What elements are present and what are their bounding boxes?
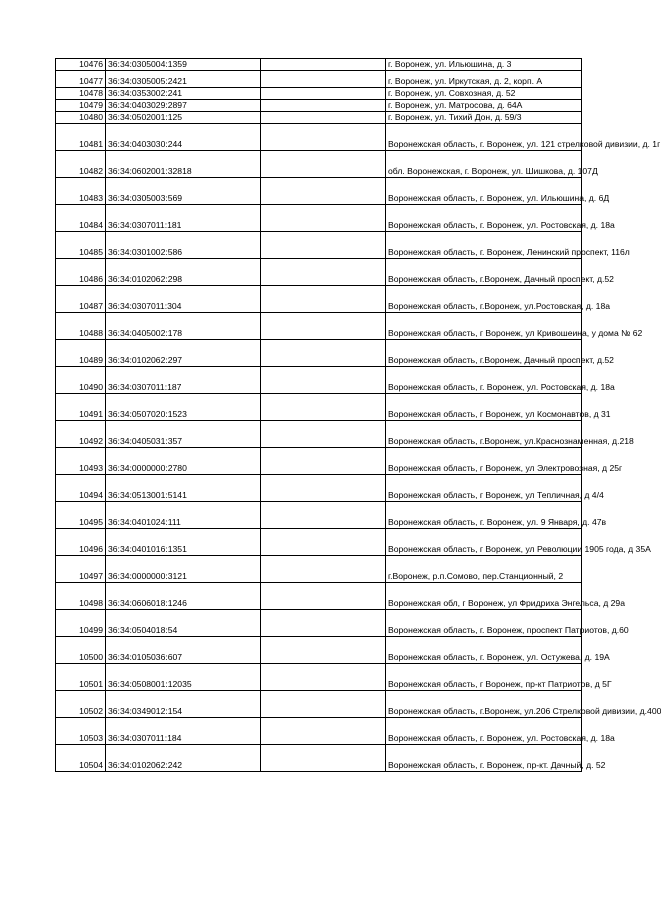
row-number-cell: 10489 [56,340,106,367]
table-row [56,475,582,502]
cadastral-number-cell: 36:34:0401016:1351 [106,529,261,556]
empty-cell [261,394,386,421]
row-number-cell: 10494 [56,475,106,502]
row-number-cell: 10499 [56,610,106,637]
row-number-cell: 10496 [56,529,106,556]
table-row [56,367,582,394]
cadastral-number-cell: 36:34:0102062:242 [106,745,261,772]
row-number-cell: 10500 [56,637,106,664]
table-row [56,313,582,340]
row-number-cell: 10495 [56,502,106,529]
row-number-cell: 10478 [56,88,106,100]
address-cell: Воронежская область, г.Воронеж, ул.Ростовская, д. 18а [386,286,582,313]
address-cell: Воронежская область, г. Воронеж, ул. Ростовская, д. 18а [386,718,582,745]
row-number-cell: 10477 [56,71,106,88]
table-row [56,286,582,313]
address-cell: г. Воронеж, ул. Матросова, д. 64А [386,100,582,112]
cadastral-number-cell: 36:34:0307011:304 [106,286,261,313]
row-number-cell: 10504 [56,745,106,772]
address-cell: Воронежская область, г Воронеж, пр-кт Патриотов, д 5Г [386,664,582,691]
empty-cell [261,178,386,205]
address-cell: Воронежская область, г Воронеж, ул Революции 1905 года, д 35А [386,529,582,556]
cadastral-number-cell: 36:34:0307011:184 [106,718,261,745]
empty-cell [261,637,386,664]
empty-cell [261,718,386,745]
address-cell: г. Воронеж, ул. Ильюшина, д. 3 [386,59,582,71]
row-number-cell: 10483 [56,178,106,205]
empty-cell [261,112,386,124]
table-row [56,421,582,448]
table-row [56,610,582,637]
address-cell: г. Воронеж, ул. Совхозная, д. 52 [386,88,582,100]
address-cell: Воронежская обл, г Воронеж, ул Фридриха Энгельса, д 29а [386,583,582,610]
table-row [56,529,582,556]
row-number-cell: 10486 [56,259,106,286]
empty-cell [261,313,386,340]
empty-cell [261,151,386,178]
row-number-cell: 10491 [56,394,106,421]
address-cell: обл. Воронежская, г. Воронеж, ул. Шишкова, д. 107Д [386,151,582,178]
table-row [56,502,582,529]
empty-cell [261,421,386,448]
empty-cell [261,556,386,583]
row-number-cell: 10498 [56,583,106,610]
address-cell: Воронежская область, г. Воронеж, ул. 121 стрелковой дивизии, д. 1г [386,124,582,151]
table-row [56,556,582,583]
address-cell: Воронежская область, г Воронеж, ул Кривошеина, у дома № 62 [386,313,582,340]
cadastral-number-cell: 36:34:0305003:569 [106,178,261,205]
empty-cell [261,475,386,502]
empty-cell [261,340,386,367]
cadastral-number-cell: 36:34:0403029:2897 [106,100,261,112]
row-number-cell: 10501 [56,664,106,691]
address-cell: Воронежская область, г Воронеж, ул Электровозная, д 25г [386,448,582,475]
table-row [56,205,582,232]
empty-cell [261,286,386,313]
table-row [56,394,582,421]
row-number-cell: 10503 [56,718,106,745]
row-number-cell: 10476 [56,59,106,71]
address-cell: Воронежская область, г.Воронеж, ул.206 Стрелковой дивизии, д.400 [386,691,582,718]
address-cell: Воронежская область, г.Воронеж, ул.Краснознаменная, д.218 [386,421,582,448]
cadastral-number-cell: 36:34:0405002:178 [106,313,261,340]
table-row [56,124,582,151]
cadastral-number-cell: 36:34:0353002:241 [106,88,261,100]
table-row [56,745,582,772]
address-cell: Воронежская область, г. Воронеж, ул. Ростовская, д. 18а [386,367,582,394]
empty-cell [261,745,386,772]
cadastral-number-cell: 36:34:0307011:181 [106,205,261,232]
table-row [56,583,582,610]
cadastral-number-cell: 36:34:0606018:1246 [106,583,261,610]
empty-cell [261,583,386,610]
address-cell: Воронежская область, г. Воронеж, проспект Патриотов, д.60 [386,610,582,637]
row-number-cell: 10487 [56,286,106,313]
cadastral-number-cell: 36:34:0305005:2421 [106,71,261,88]
table-row [56,59,582,71]
row-number-cell: 10492 [56,421,106,448]
address-cell: г. Воронеж, ул. Иркутская, д. 2, корп. А [386,71,582,88]
cadastral-number-cell: 36:34:0405031:357 [106,421,261,448]
address-cell: Воронежская область, г Воронеж, ул Космонавтов, д 31 [386,394,582,421]
row-number-cell: 10482 [56,151,106,178]
row-number-cell: 10502 [56,691,106,718]
cadastral-number-cell: 36:34:0508001:12035 [106,664,261,691]
row-number-cell: 10485 [56,232,106,259]
table-row [56,71,582,88]
address-cell: Воронежская область, г Воронеж, ул Тепличная, д 4/4 [386,475,582,502]
address-cell: Воронежская область, г. Воронеж, Ленинский проспект, 116л [386,232,582,259]
row-number-cell: 10497 [56,556,106,583]
cadastral-number-cell: 36:34:0502001:125 [106,112,261,124]
empty-cell [261,88,386,100]
row-number-cell: 10490 [56,367,106,394]
table-row [56,151,582,178]
table-row [56,448,582,475]
address-cell: Воронежская область, г. Воронеж, ул. Ильюшина, д. 6Д [386,178,582,205]
table-row [56,88,582,100]
cadastral-number-cell: 36:34:0105036:607 [106,637,261,664]
empty-cell [261,205,386,232]
empty-cell [261,71,386,88]
empty-cell [261,367,386,394]
empty-cell [261,448,386,475]
address-cell: Воронежская область, г.Воронеж, Дачный проспект, д.52 [386,340,582,367]
cadastral-number-cell: 36:34:0000000:3121 [106,556,261,583]
address-cell: г.Воронеж, р.п.Сомово, пер.Станционный, 2 [386,556,582,583]
empty-cell [261,232,386,259]
empty-cell [261,529,386,556]
cadastral-number-cell: 36:34:0349012:154 [106,691,261,718]
table-row [56,637,582,664]
cadastral-number-cell: 36:34:0305004:1359 [106,59,261,71]
register-table-body [56,59,661,772]
row-number-cell: 10488 [56,313,106,340]
row-number-cell: 10493 [56,448,106,475]
empty-cell [261,259,386,286]
address-cell: г. Воронеж, ул. Тихий Дон, д. 59/3 [386,112,582,124]
empty-cell [261,502,386,529]
cadastral-number-cell: 36:34:0403030:244 [106,124,261,151]
cadastral-number-cell: 36:34:0504018:54 [106,610,261,637]
cadastral-number-cell: 36:34:0307011:187 [106,367,261,394]
table-row [56,112,582,124]
empty-cell [261,100,386,112]
address-cell: Воронежская область, г.Воронеж, Дачный проспект, д.52 [386,259,582,286]
table-row [56,664,582,691]
row-number-cell: 10484 [56,205,106,232]
empty-cell [261,59,386,71]
empty-cell [261,691,386,718]
table-row [56,691,582,718]
table-row [56,232,582,259]
cadastral-number-cell: 36:34:0000000:2780 [106,448,261,475]
row-number-cell: 10480 [56,112,106,124]
cadastral-number-cell: 36:34:0507020:1523 [106,394,261,421]
address-cell: Воронежская область, г. Воронеж, ул. Остужева, д. 19А [386,637,582,664]
register-table [55,58,661,772]
empty-cell [261,124,386,151]
cadastral-number-cell: 36:34:0602001:32818 [106,151,261,178]
table-row [56,178,582,205]
table-row [56,259,582,286]
cadastral-number-cell: 36:34:0102062:297 [106,340,261,367]
empty-cell [261,610,386,637]
table-row [56,340,582,367]
address-cell: Воронежская область, г. Воронеж, ул. Ростовская, д. 18а [386,205,582,232]
cadastral-number-cell: 36:34:0401024:111 [106,502,261,529]
empty-cell [261,664,386,691]
cadastral-number-cell: 36:34:0513001:5141 [106,475,261,502]
row-number-cell: 10479 [56,100,106,112]
table-row [56,718,582,745]
table-row [56,100,582,112]
cadastral-number-cell: 36:34:0102062:298 [106,259,261,286]
cadastral-number-cell: 36:34:0301002:586 [106,232,261,259]
address-cell: Воронежская область, г. Воронеж, пр-кт. Дачный, д. 52 [386,745,582,772]
address-cell: Воронежская область, г. Воронеж, ул. 9 Января, д. 47в [386,502,582,529]
row-number-cell: 10481 [56,124,106,151]
